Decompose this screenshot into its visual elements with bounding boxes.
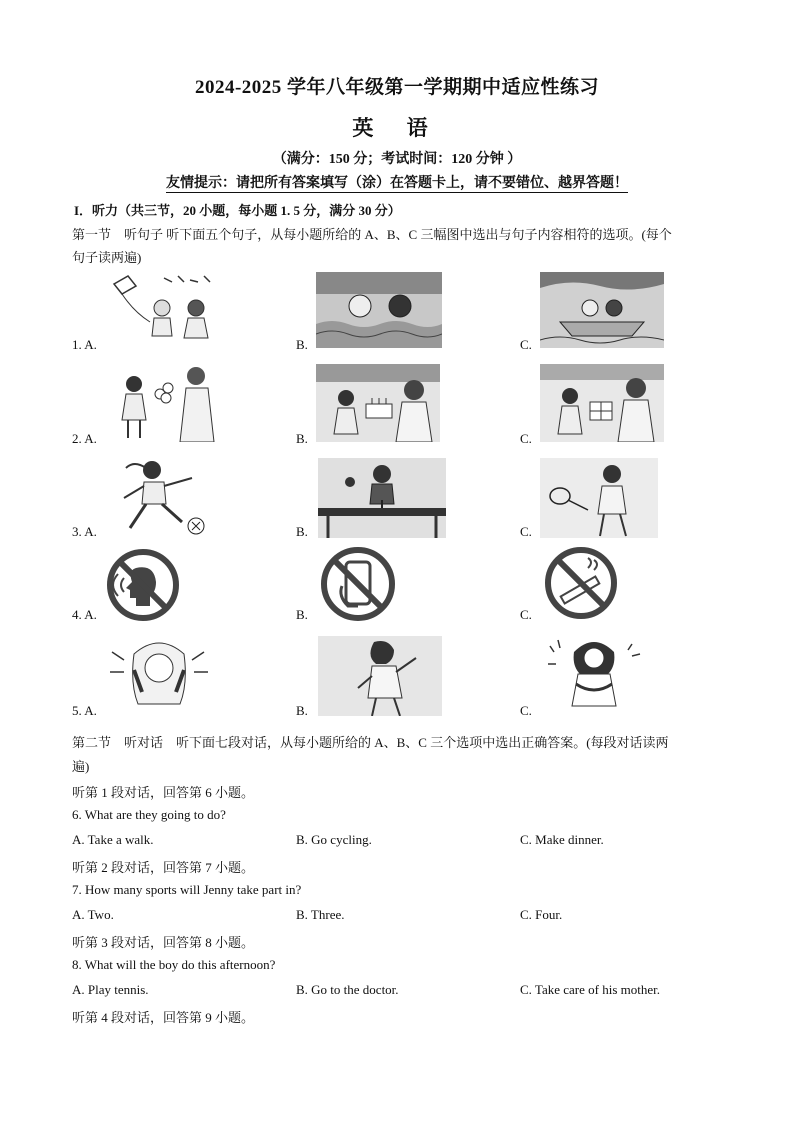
section1-instruction-line1: 第一节 听句子 听下面五个句子，从每小题所给的 A、B、C 三幅图中选出与句子内容相符的选项。(每个 bbox=[72, 227, 672, 242]
q2-option-b-label: B. bbox=[296, 431, 308, 446]
birthday-cake-icon bbox=[316, 364, 440, 442]
q5-option-a-label: 5. A. bbox=[72, 703, 97, 718]
q4-option-b-label: B. bbox=[296, 607, 308, 622]
boating-children-icon bbox=[540, 272, 664, 348]
q3-option-b-label: B. bbox=[296, 524, 308, 539]
exam-subject: 英 语 bbox=[352, 116, 442, 140]
q6-option-b: B. Go cycling. bbox=[296, 832, 372, 847]
q7-option-b: B. Three. bbox=[296, 907, 345, 922]
q6-option-a: A. Take a walk. bbox=[72, 832, 154, 847]
q1-option-a-label: 1. A. bbox=[72, 337, 97, 352]
exam-tip-text: 友情提示：请把所有答案填写（涂）在答题卡上，请不要错位、越界答题！ bbox=[166, 176, 628, 191]
kite-children-icon bbox=[104, 272, 228, 346]
part1-heading: I．听力（共三节，20 小题，每小题 1. 5 分，满分 30 分） bbox=[74, 203, 401, 218]
exam-score-info: （满分：150 分；考试时间：120 分钟 ） bbox=[272, 152, 522, 167]
q7-intro: 听第 2 段对话，回答第 7 小题。 bbox=[72, 860, 255, 875]
exam-title: 2024-2025 学年八年级第一学期期中适应性练习 bbox=[194, 77, 600, 98]
q2-option-a-label: 2. A. bbox=[72, 431, 97, 446]
backache-woman-icon bbox=[318, 636, 442, 716]
q8-question: 8. What will the boy do this afternoon? bbox=[72, 957, 276, 972]
q8-option-c: C. Take care of his mother. bbox=[520, 982, 661, 997]
exam-tip bbox=[0, 172, 794, 192]
headache-woman-icon bbox=[104, 636, 214, 716]
badminton-girl-icon bbox=[540, 458, 658, 538]
q1-option-b-label: B. bbox=[296, 337, 308, 352]
q6-option-c: C. Make dinner. bbox=[520, 832, 604, 847]
q4-option-c-label: C. bbox=[520, 607, 532, 622]
q3-option-c-label: C. bbox=[520, 524, 532, 539]
q8-option-b: B. Go to the doctor. bbox=[296, 982, 399, 997]
gift-box-icon bbox=[540, 364, 664, 442]
q2-option-c-label: C. bbox=[520, 431, 532, 446]
q8-option-a: A. Play tennis. bbox=[72, 982, 149, 997]
q3-option-a-label: 3. A. bbox=[72, 524, 97, 539]
q4-option-a-label: 4. A. bbox=[72, 607, 97, 622]
q5-option-c-label: C. bbox=[520, 703, 532, 718]
ping-pong-girl-icon bbox=[318, 458, 446, 538]
section2-instruction-line1: 第二节 听对话 听下面七段对话，从每小题所给的 A、B、C 三个选项中选出正确答案。(每段对话读两 bbox=[72, 735, 669, 750]
q7-option-c: C. Four. bbox=[520, 907, 563, 922]
q8-intro: 听第 3 段对话，回答第 8 小题。 bbox=[72, 935, 255, 950]
section2-instruction-line2: 遍) bbox=[72, 759, 90, 774]
q7-option-a: A. Two. bbox=[72, 907, 114, 922]
stomachache-woman-icon bbox=[536, 634, 652, 714]
q9-intro: 听第 4 段对话，回答第 9 小题。 bbox=[72, 1010, 255, 1025]
q5-option-b-label: B. bbox=[296, 703, 308, 718]
flowers-gift-icon bbox=[104, 364, 228, 442]
football-girl-icon bbox=[106, 458, 226, 538]
no-phone-sign-icon bbox=[320, 546, 396, 622]
swimming-children-icon bbox=[316, 272, 442, 348]
section1-instruction-line2: 句子读两遍) bbox=[72, 250, 142, 265]
no-smoking-sign-icon bbox=[544, 546, 618, 620]
q6-intro: 听第 1 段对话，回答第 6 小题。 bbox=[72, 785, 255, 800]
no-talking-sign-icon bbox=[106, 548, 180, 622]
q7-question: 7. How many sports will Jenny take part in? bbox=[72, 882, 302, 897]
q1-option-c-label: C. bbox=[520, 337, 532, 352]
q6-question: 6. What are they going to do? bbox=[72, 807, 226, 822]
